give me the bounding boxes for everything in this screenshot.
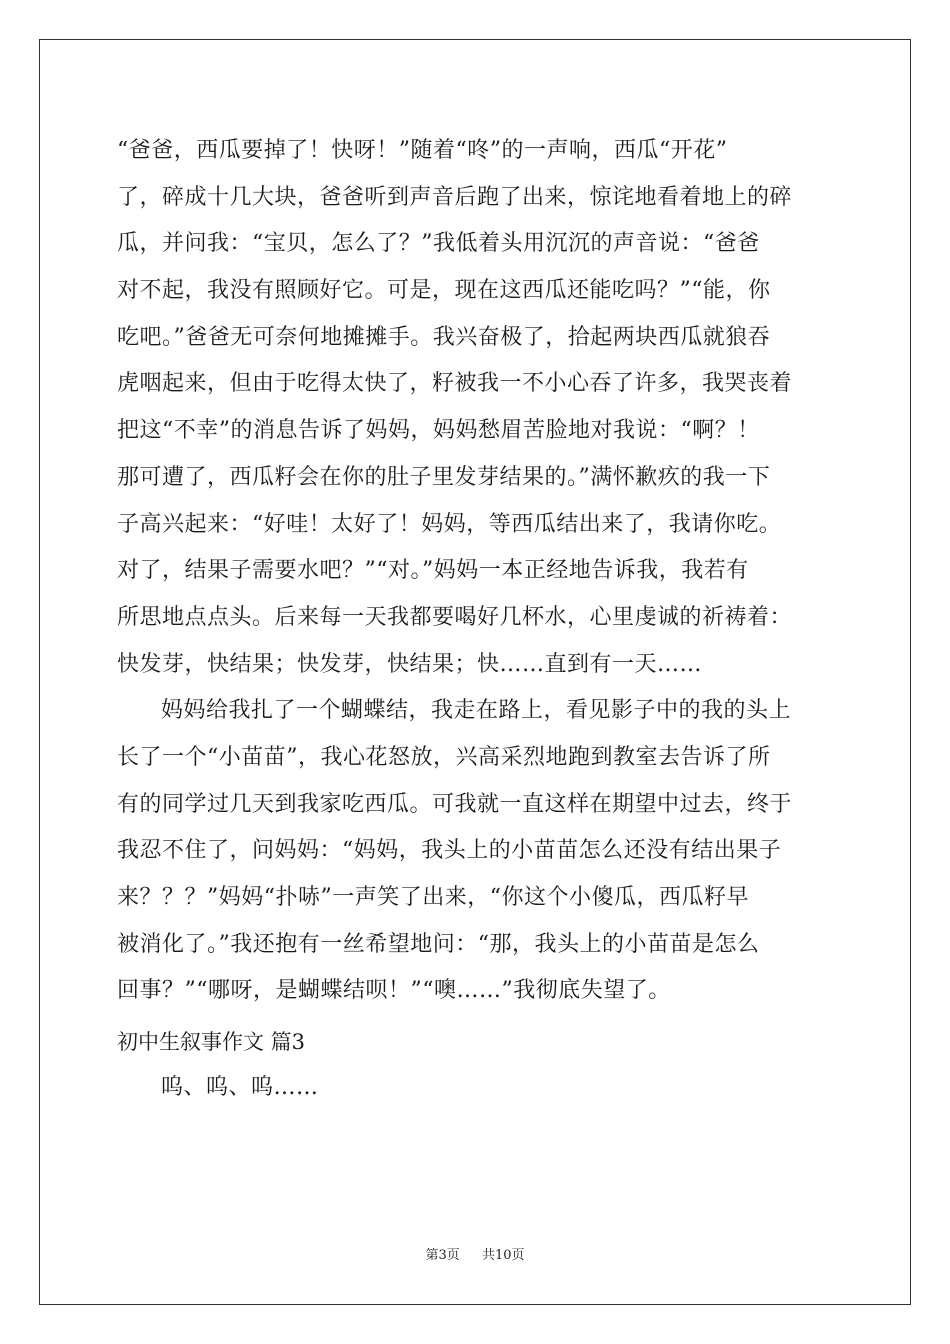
- page-total: 共10页: [482, 1248, 525, 1263]
- text-line: 长了一个“小苗苗”，我心花怒放，兴高采烈地跑到教室去告诉了所: [117, 744, 771, 770]
- text-line: 吃吧。”爸爸无可奈何地摊摊手。我兴奋极了，拾起两块西瓜就狼吞: [117, 324, 771, 350]
- paragraph-2: [117, 688, 835, 1015]
- document-body: [117, 128, 835, 1112]
- text-line: 对了，结果子需要水吧？”“对。”妈妈一本正经地告诉我，我若有: [117, 558, 749, 584]
- page-number: 第3页: [425, 1248, 460, 1263]
- text-line: 那可遭了，西瓜籽会在你的肚子里发芽结果的。”满怀歉疚的我一下: [117, 464, 771, 490]
- text-line: “爸爸，西瓜要掉了！快呀！”随着“咚”的一声响，西瓜“开花”: [117, 138, 728, 163]
- text-line: 回事？”“哪呀，是蝴蝶结呗！”“噢……”我彻底失望了。: [117, 978, 671, 1004]
- text-line: 被消化了。”我还抱有一丝希望地问：“那，我头上的小苗苗是怎么: [117, 931, 760, 957]
- text-line: 子高兴起来：“好哇！太好了！妈妈，等西瓜结出来了，我请你吃。: [117, 511, 782, 537]
- text-line: 虎咽起来，但由于吃得太快了，籽被我一不小心吞了许多，我哭丧着: [117, 371, 793, 397]
- paragraph-1: [117, 128, 835, 688]
- text-line: 对不起，我没有照顾好它。可是，现在这西瓜还能吃吗？”“能，你: [117, 278, 771, 304]
- text-line: 来？？？”妈妈“扑哧”一声笑了出来，“你这个小傻瓜，西瓜籽早: [117, 885, 749, 910]
- page-footer: [0, 1244, 950, 1263]
- text-line: 把这“不幸”的消息告诉了妈妈，妈妈愁眉苦脸地对我说：“啊？！: [117, 418, 760, 444]
- text-line: 快发芽，快结果；快发芽，快结果；快……直到有一天……: [117, 651, 703, 677]
- closing-line: 呜、呜、呜……: [161, 1075, 319, 1101]
- text-line: 我忍不住了，问妈妈：“妈妈，我头上的小苗苗怎么还没有结出果子: [117, 838, 782, 864]
- text-line: 瓜，并问我：“宝贝，怎么了？”我低着头用沉沉的声音说：“爸爸: [117, 231, 760, 257]
- text-line: 有的同学过几天到我家吃西瓜。可我就一直这样在期望中过去，终于: [117, 791, 793, 817]
- text-line: 妈妈给我扎了一个蝴蝶结，我走在路上，看见影子中的我的头上: [161, 698, 792, 724]
- text-line: 了，碎成十几大块，爸爸听到声音后跑了出来，惊诧地看着地上的碎: [117, 184, 793, 210]
- section-heading: 初中生叙事作文 篇3: [117, 1030, 306, 1055]
- text-line: 所思地点点头。后来每一天我都要喝好几杯水，心里虔诚的祈祷着：: [117, 604, 793, 630]
